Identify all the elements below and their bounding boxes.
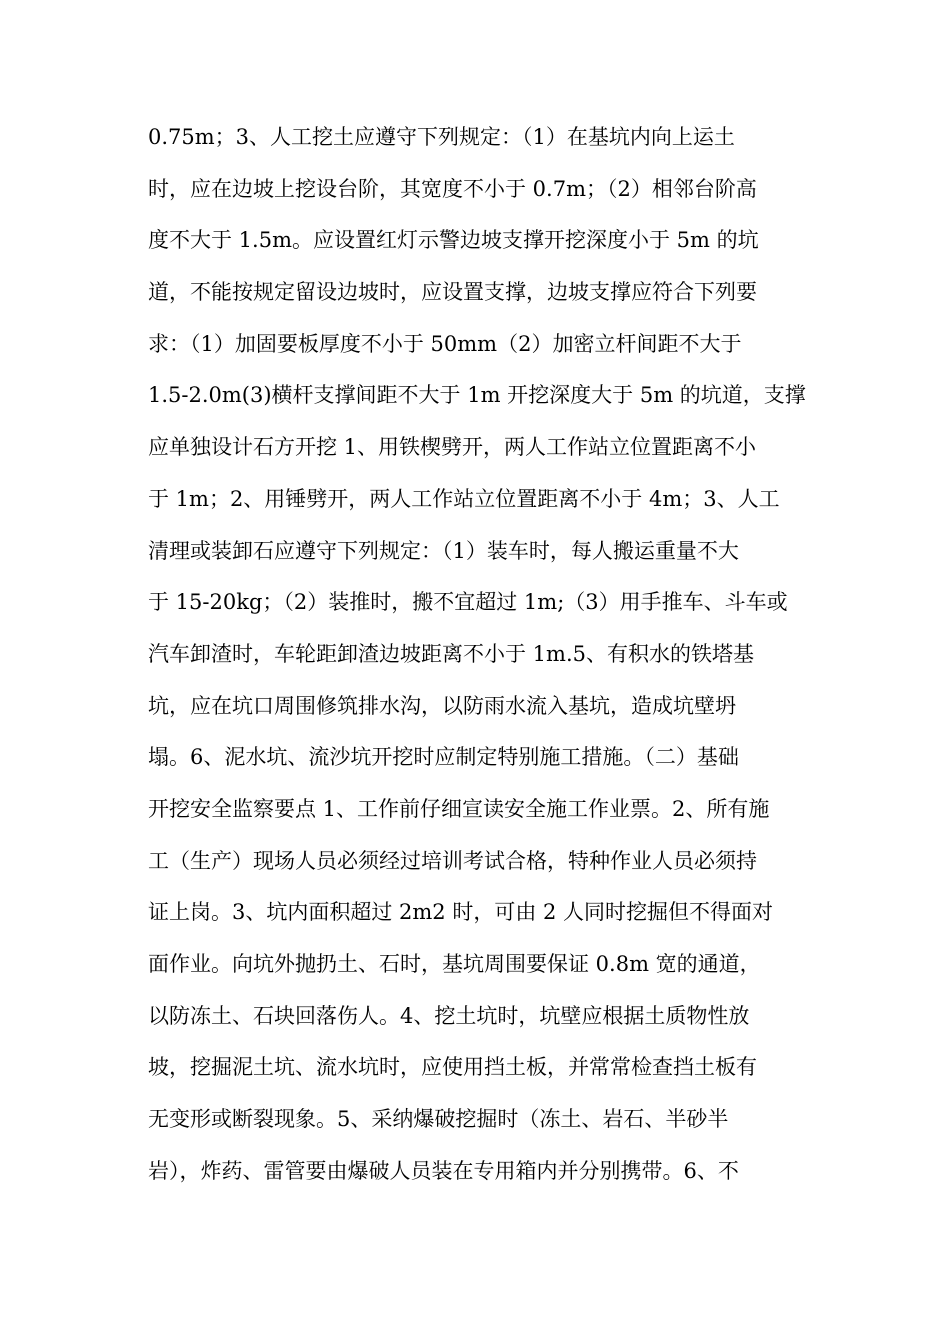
text-line: 工（生产）现场人员必须经过培训考试合格，特种作业人员必须持 xyxy=(148,848,757,873)
text-line: 度不大于 1.5m。应设置红灯示警边坡支撑开挖深度小于 5m 的坑 xyxy=(148,228,759,253)
text-line: 清理或装卸石应遵守下列规定：（1）装车时，每人搬运重量不大 xyxy=(148,538,739,563)
text-line: 时，应在边坡上挖设台阶，其宽度不小于 0.7m；（2）相邻台阶高 xyxy=(148,176,757,201)
text-line: 证上岗。3、坑内面积超过 2m2 时，可由 2 人同时挖掘但不得面对 xyxy=(148,900,774,925)
text-line: 道，不能按规定留设边坡时，应设置支撑，边坡支撑应符合下列要 xyxy=(148,280,757,305)
body-text xyxy=(148,112,818,1197)
text-line: 坡，挖掘泥土坑、流水坑时，应使用挡土板，并常常检查挡土板有 xyxy=(148,1055,757,1080)
text-line: 无变形或断裂现象。5、采纳爆破挖掘时（冻土、岩石、半砂半 xyxy=(148,1107,729,1132)
text-line: 于 15-20kg；（2）装推时，搬不宜超过 1m;（3）用手推车、斗车或 xyxy=(148,590,788,615)
text-line: 应单独设计石方开挖 1、用铁楔劈开，两人工作站立位置距离不小 xyxy=(148,435,757,460)
text-line: 汽车卸渣时，车轮距卸渣边坡距离不小于 1m.5、有积水的铁塔基 xyxy=(148,641,754,666)
text-line: 于 1m；2、用锤劈开，两人工作站立位置距离不小于 4m；3、人工 xyxy=(148,486,780,511)
text-line: 0.75m；3、人工挖土应遵守下列规定：（1）在基坑内向上运土 xyxy=(148,125,735,149)
text-line: 岩），炸药、雷管要由爆破人员装在专用箱内并分别携带。6、不 xyxy=(148,1158,739,1183)
text-line: 面作业。向坑外抛扔土、石时，基坑周围要保证 0.8m 宽的通道， xyxy=(148,952,761,976)
text-line: 1.5-2.0m(3)横杆支撑间距不大于 1m 开挖深度大于 5m 的坑道，支撑 xyxy=(148,383,806,408)
text-line: 开挖安全监察要点 1、工作前仔细宣读安全施工作业票。2、所有施 xyxy=(148,796,770,821)
text-line: 求：（1）加固要板厚度不小于 50mm（2）加密立杆间距不大于 xyxy=(148,331,742,356)
text-line: 坑，应在坑口周围修筑排水沟，以防雨水流入基坑，造成坑壁坍 xyxy=(148,693,736,718)
text-line: 塌。6、泥水坑、流沙坑开挖时应制定特别施工措施。（二）基础 xyxy=(148,745,739,770)
text-line: 以防冻土、石块回落伤人。4、挖土坑时，坑壁应根据土质物性放 xyxy=(148,1003,750,1028)
